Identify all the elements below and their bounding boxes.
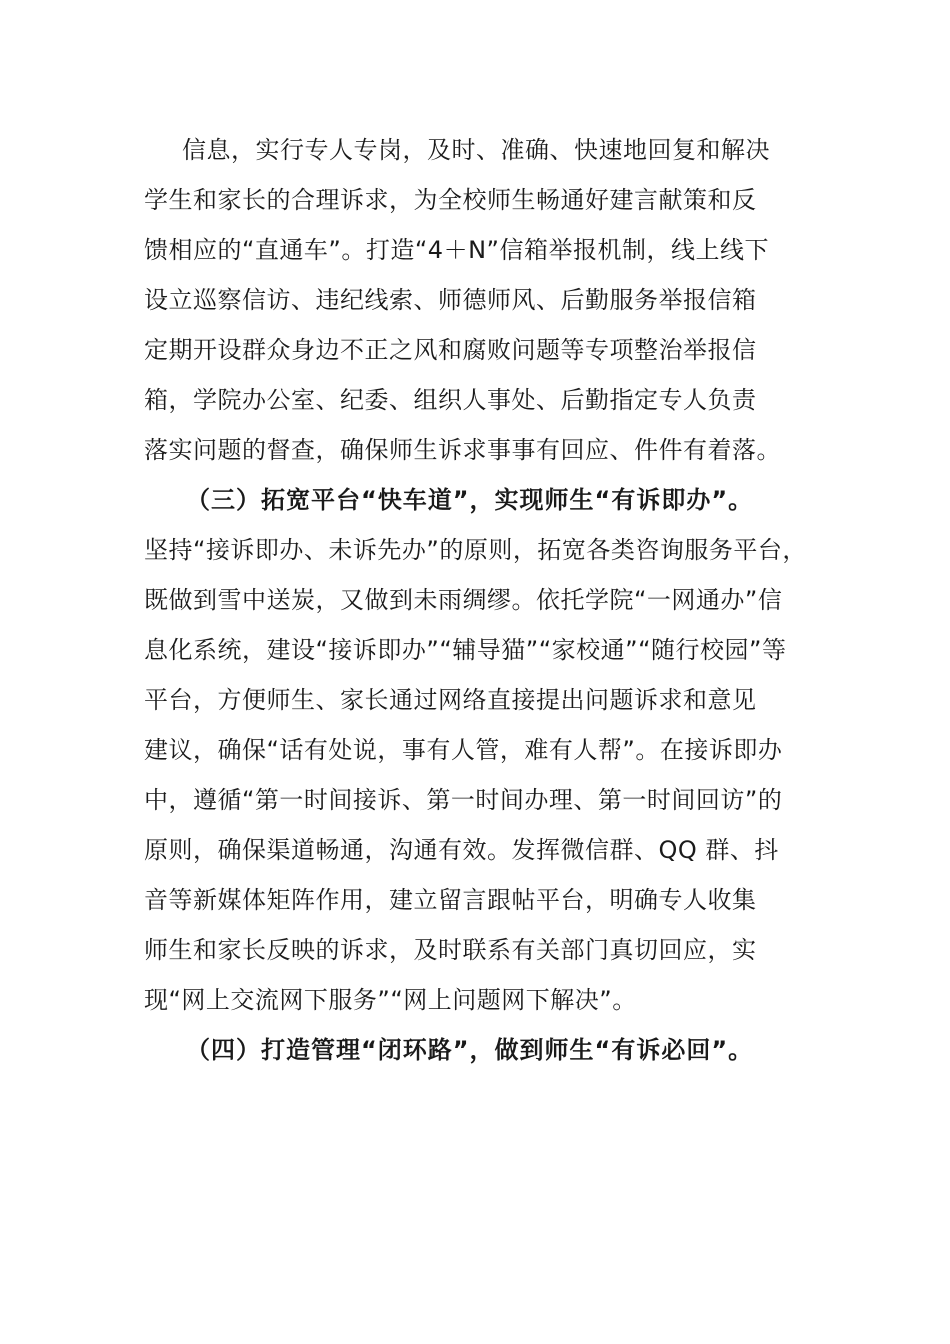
body-text-line: 师生和家长反映的诉求，及时联系有关部门真切回应，实 [144,936,757,964]
section-heading-3: （三）拓宽平台“快车道”，实现师生“有诉即办”。 [186,486,754,514]
body-text-line: 现“网上交流网下服务”“网上问题网下解决”。 [144,986,637,1014]
body-text-line: 平台，方便师生、家长通过网络直接提出问题诉求和意见 [144,686,757,714]
body-text-line: 音等新媒体矩阵作用，建立留言跟帖平台，明确专人收集 [144,886,757,914]
body-text-line: 落实问题的督查，确保师生诉求事事有回应、件件有着落。 [144,436,781,464]
body-text-line: 建议，确保“话有处说，事有人管，难有人帮”。在接诉即办 [144,736,783,764]
body-text-line: 馈相应的“直通车”。打造“4＋N”信箱举报机制，线上线下 [144,236,769,264]
body-text-line: 信息，实行专人专岗，及时、准确、快速地回复和解决 [182,136,770,164]
body-text-line: 既做到雪中送炭，又做到未雨绸缪。依托学院“一网通办”信 [144,586,783,614]
body-text-line: 原则，确保渠道畅通，沟通有效。发挥微信群、QQ 群、抖 [144,836,779,864]
body-text-line: 息化系统，建设“接诉即办”“辅导猫”“家校通”“随行校园”等 [144,636,787,664]
body-text-line: 设立巡察信访、违纪线索、师德师风、后勤服务举报信箱 [144,286,757,314]
body-text-line: 学生和家长的合理诉求，为全校师生畅通好建言献策和反 [144,186,757,214]
body-text-line: 定期开设群众身边不正之风和腐败问题等专项整治举报信 [144,336,757,364]
body-text-line: 坚持“接诉即办、未诉先办”的原则，拓宽各类咨询服务平台， [144,536,807,564]
body-text-line: 中，遵循“第一时间接诉、第一时间办理、第一时间回访”的 [144,786,783,814]
section-heading-4: （四）打造管理“闭环路”，做到师生“有诉必回”。 [186,1036,754,1064]
body-text-line: 箱，学院办公室、纪委、组织人事处、后勤指定专人负责 [144,386,757,414]
